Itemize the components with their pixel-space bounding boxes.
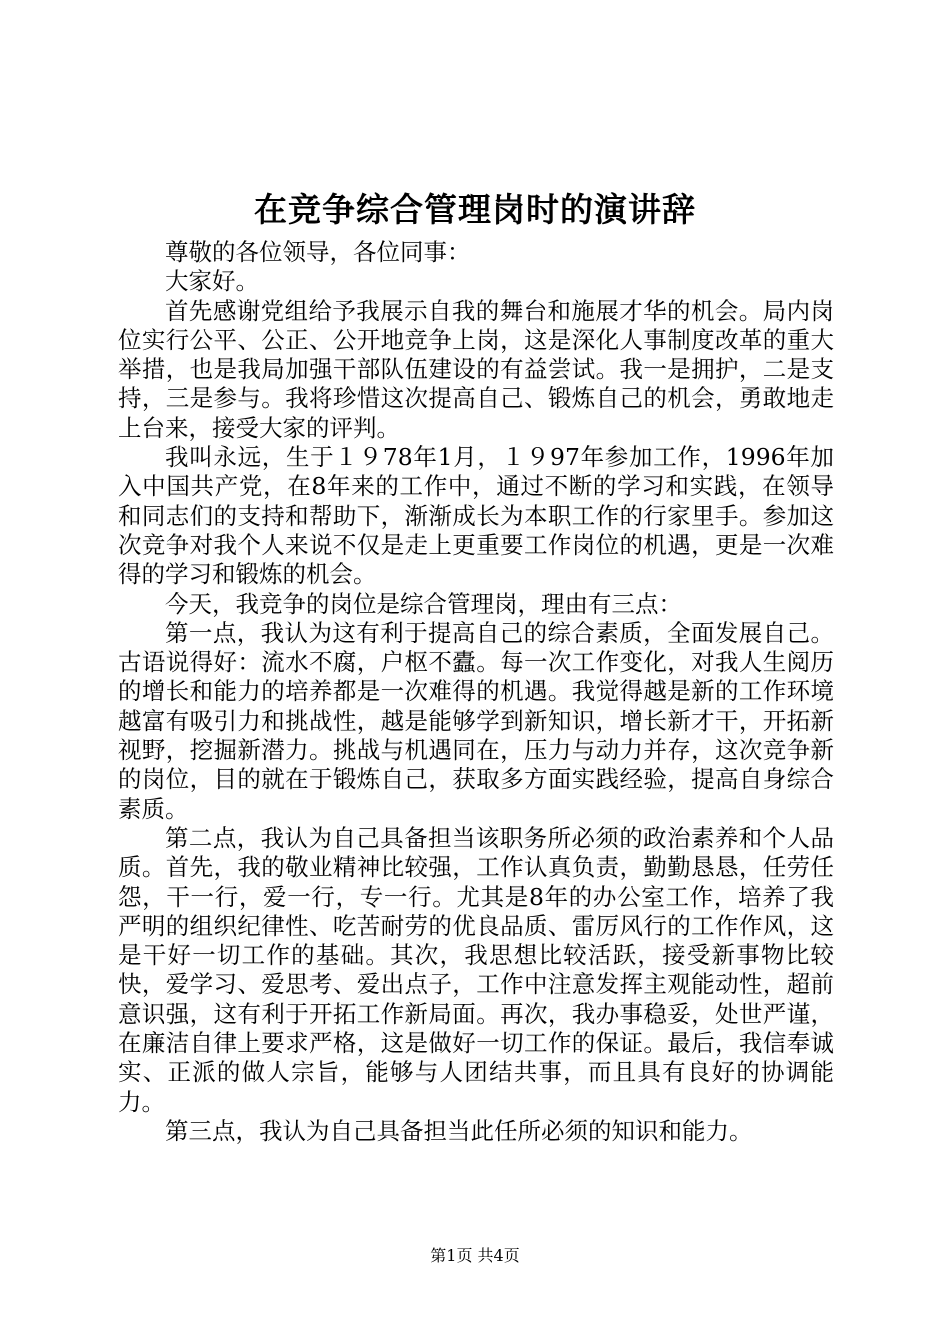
paragraph-thanks: 首先感谢党组给予我展示自我的舞台和施展才华的机会。局内岗位实行公平、公正、公开地竞争上岗，这是深化人事制度改革的重大举措，也是我局加强干部队伍建设的有益尝试。我一是拥护，二是支持，三是参与。我将珍惜这次提高自己、锻炼自己的机会，勇敢地走上台来，接受大家的评判。 bbox=[118, 296, 834, 442]
page-number-label: 第1页 共4页 bbox=[430, 1246, 520, 1265]
paragraph-self-introduction: 我叫永远，生于１９78年1月，１９97年参加工作，1996年加入中国共产党，在8年来的工作中，通过不断的学习和实践，在领导和同志们的支持和帮助下，渐渐成长为本职工作的行家里手。参加这次竞争对我个人来说不仅是走上更重要工作岗位的机遇，更是一次难得的学习和锻炼的机会。 bbox=[118, 443, 834, 589]
paragraph-point-two: 第二点，我认为自己具备担当该职务所必须的政治素养和个人品质。首先，我的敬业精神比较强，工作认真负责，勤勤恳恳，任劳任怨，干一行，爱一行，专一行。尤其是8年的办公室工作，培养了我严明的组织纪律性、吃苦耐劳的优良品质、雷厉风行的工作作风，这是干好一切工作的基础。其次，我思想比较活跃，接受新事物比较快，爱学习、爱思考、爱出点子，工作中注意发挥主观能动性，超前意识强，这有利于开拓工作新局面。再次，我办事稳妥，处世严谨，在廉洁自律上要求严格，这是做好一切工作的保证。最后，我信奉诚实、正派的做人宗旨，能够与人团结共事，而且具有良好的协调能力。 bbox=[118, 823, 834, 1116]
paragraph-point-one: 第一点，我认为这有利于提高自己的综合素质，全面发展自己。古语说得好：流水不腐，户枢不蠹。每一次工作变化，对我人生阅历的增长和能力的培养都是一次难得的机遇。我觉得越是新的工作环境越富有吸引力和挑战性，越是能够学到新知识，增长新才干，开拓新视野，挖掘新潜力。挑战与机遇同在，压力与动力并存，这次竞争新的岗位，目的就在于锻炼自己，获取多方面实践经验，提高自身综合素质。 bbox=[118, 618, 834, 823]
paragraph-point-three: 第三点，我认为自己具备担当此任所必须的知识和能力。 bbox=[165, 1116, 753, 1145]
page-footer bbox=[0, 1244, 950, 1268]
document-title: 在竞争综合管理岗时的演讲辞 bbox=[254, 190, 696, 229]
paragraph-greeting: 大家好。 bbox=[165, 267, 259, 296]
paragraph-salutation: 尊敬的各位领导，各位同事： bbox=[165, 238, 471, 266]
document-body bbox=[118, 238, 834, 1146]
paragraph-reasons-intro: 今天，我竞争的岗位是综合管理岗，理由有三点： bbox=[165, 589, 682, 618]
